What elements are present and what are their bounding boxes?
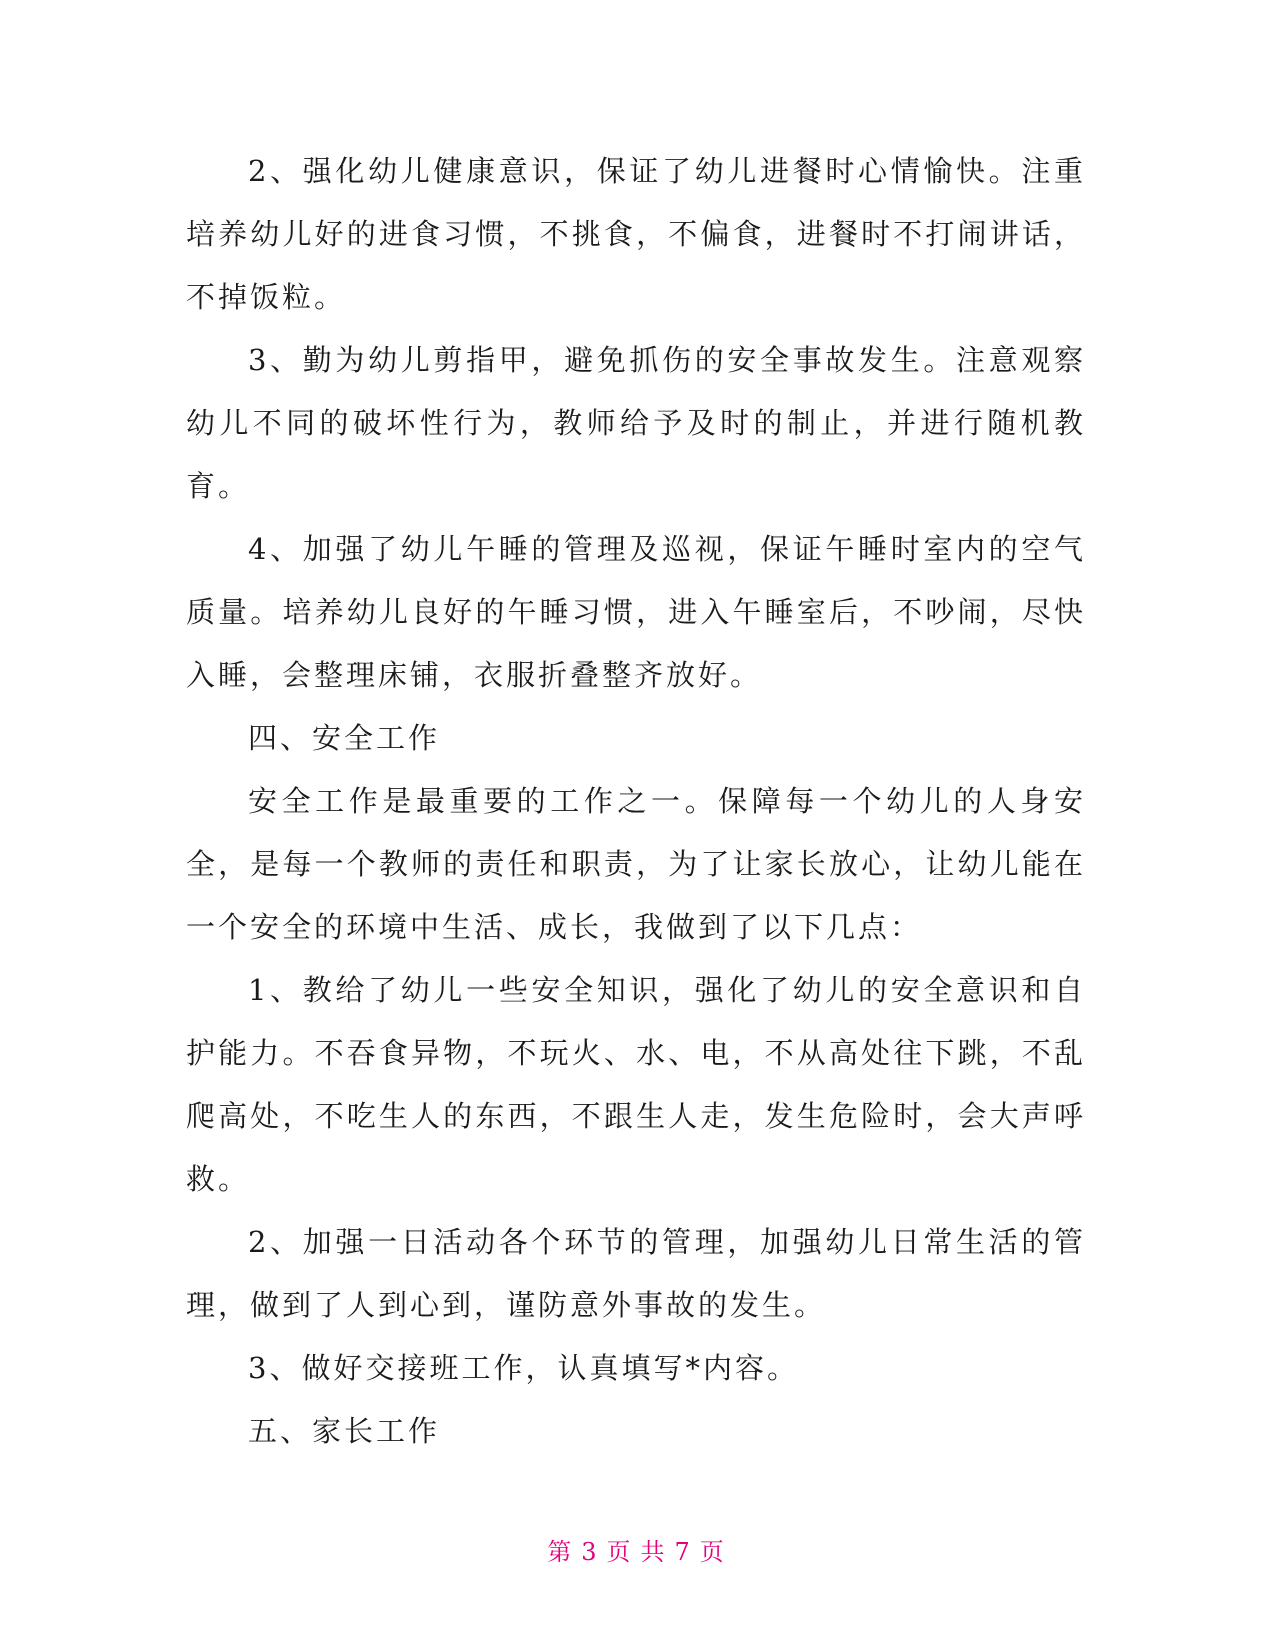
page-footer [0,1532,1275,1567]
footer-label-page-unit: 页 [606,1538,635,1566]
footer-current-page: 3 [581,1538,601,1566]
paragraph-item-2: 2、强化幼儿健康意识，保证了幼儿进餐时心情愉快。注重培养幼儿好的进食习惯，不挑食，不偏食，进餐时不打闹讲话，不掉饭粒。 [186,154,1086,314]
footer-total-pages: 7 [674,1538,694,1566]
paragraph-safety-item-2: 2、加强一日活动各个环节的管理，加强幼儿日常生活的管理，做到了人到心到，谨防意外事故的发生。 [186,1225,1086,1322]
document-body [186,140,1086,1463]
paragraph-safety-item-1: 1、教给了幼儿一些安全知识，强化了幼儿的安全意识和自护能力。不吞食异物，不玩火、水、电，不从高处往下跳，不乱爬高处，不吃生人的东西，不跟生人走，发生危险时，会大声呼救。 [186,973,1086,1196]
paragraph-safety-item-3: 3、做好交接班工作，认真填写*内容。 [248,1351,799,1385]
paragraph-item-4: 4、加强了幼儿午睡的管理及巡视，保证午睡时室内的空气质量。培养幼儿良好的午睡习惯，进入午睡室后，不吵闹，尽快入睡，会整理床铺，衣服折叠整齐放好。 [186,532,1086,692]
paragraph-item-3: 3、勤为幼儿剪指甲，避免抓伤的安全事故发生。注意观察幼儿不同的破坏性行为，教师给予及时的制止，并进行随机教育。 [186,343,1086,503]
footer-label-total-unit: 页 [699,1538,728,1566]
footer-label-page: 第 [547,1538,576,1566]
footer-label-total: 共 [640,1538,669,1566]
paragraph-safety-intro: 安全工作是最重要的工作之一。保障每一个幼儿的人身安全，是每一个教师的责任和职责，为了让家长放心，让幼儿能在一个安全的环境中生活、成长，我做到了以下几点： [186,784,1086,944]
section-heading-safety: 四、安全工作 [248,721,441,755]
section-heading-parents: 五、家长工作 [248,1414,441,1448]
